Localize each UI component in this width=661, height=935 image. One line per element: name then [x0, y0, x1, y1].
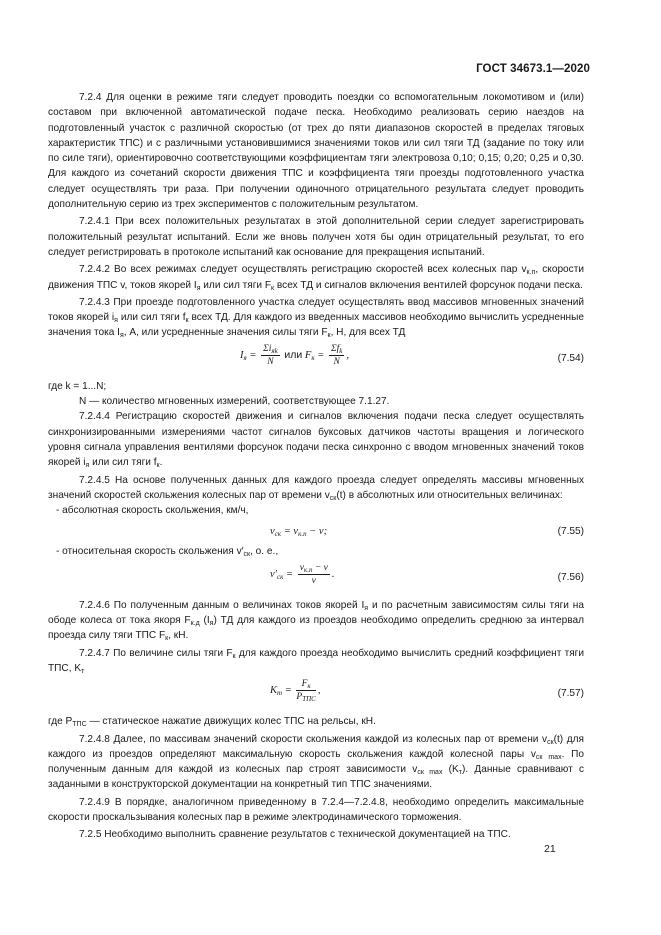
equation-7-54: $I_я$ = $\frac{\Sigma i_{яk}}{N}$ или $F_к$ = $\frac{\Sigma f_k}{N}$ , (7.54) [240, 343, 584, 367]
relative-slip-label: - относительная скорость скольжения $v'_{ск}$, о. е., [56, 546, 279, 559]
page-number: 21 [544, 843, 556, 855]
where-n: N — количество мгновенных измерений, соответствующее 7.1.27. [79, 396, 390, 408]
paragraph-7-2-4-8: 7.2.4.8 Далее, по массивам значений скорости скольжения каждой из колесных пар от времени $v_{ск}(t)$ для каждого из проездов определяют максимальную скорость скольжения каждой колесной пары $v_{ск max}$. По полученным данным для каждой из колесных пар строят зависимости $v_{ск max}$ $(K_т)$. Данные сравнивают с заданными в конструкторской документации на конкретный тип ТПС значениями. [48, 733, 585, 791]
paragraph-7-2-4-1: 7.2.4.1 При всех положительных результатах в этой дополнительной серии следует зарегистрировать положительный результат испытаний. Если же вновь получен хотя бы один отрицательный результат, то его следует регистрировать в протоколе испытаний как основание для прекращения испытаний. [48, 216, 584, 258]
equation-number: (7.56) [557, 571, 584, 583]
equation-7-56: $v'_{ск}$ = $\frac{v_{к.п} - v}{v}$ . (7.56) [270, 562, 584, 586]
standard-header: ГОСТ 34673.1—2020 [476, 63, 590, 75]
paragraph-7-2-4-3: 7.2.4.3 При проезде подготовленного участка следует осуществлять ввод массивов мгновенных значений токов якорей $i_я$ или сил тяги $f_к$ всех ТД. Для каждого из введенных массивов необходимо вычислить усредненные значения тока $I_я$, А, или усредненные значения силы тяги $F_к$, Н, для всех ТД [48, 296, 584, 340]
paragraph-7-2-4: 7.2.4 Для оценки в режиме тяги следует проводить поездки со вспомогательным локомотивом и (или) составом при включенной автоматической подаче песка. Необходимо реализовать серию наездов на подготовленный участок с различной скоростью (от трех до пяти диапазонов скоростей в пределах тяговых характеристик ТПС) и с различными установившимися значениями токов или сил тяги ТД (задание по току или по силе тяги), ориентировочно соответствующими коэффициентам тяги электровоза 0,10; 0,15; 0,20; 0,25 и 0,30. Для каждого из сочетаний скорости движения ТПС и коэффициента тяги проезды подготовленного участка следует осуществлять три раза. При получении одиночного отрицательного результата следует проводить дополнительную серию из трех экспериментов с положительным результатом. [48, 92, 584, 211]
paragraph-7-2-4-7: 7.2.4.7 По величине силы тяги $F_к$ для каждого проезда необходимо вычислить средний коэффициент тяги ТПС, $K_т$ [48, 647, 584, 675]
equation-number: (7.55) [557, 526, 584, 538]
paragraph-7-2-4-4: 7.2.4.4 Регистрацию скоростей движения и сигналов включения подачи песка следует осуществлять синхронизированными измерениями частот сигналов буксовых датчиков частоты вращения и логического уровня сигнала управления вентилями форсунок подачи песка синхронно с вводом мгновенных значений токов якорей $i_я$ или сил тяги $f_к$. [48, 411, 584, 470]
equation-7-57: $K_т$ = $\frac{F_к}{P_{ТПС}}$ , (7.57) [270, 679, 584, 704]
document-body [48, 90, 584, 843]
absolute-slip-label: - абсолютная скорость скольжения, км/ч, [56, 505, 249, 517]
paragraph-7-2-4-5: 7.2.4.5 На основе полученных данных для каждого проезда следует определять массивы мгновенных значений скоростей скольжения колесных пар от времени $v_{ск}(t)$ в абсолютных или относительных величинах: [48, 474, 584, 502]
paragraph-7-2-4-6: 7.2.4.6 По полученным данным о величинах токов якорей $I_я$ и по расчетным зависимостям силы тяги на ободе колеса от тока якоря $F_{к.д}$ $(I_я)$ ТД для каждого из проездов необходимо определить среднюю за интервал проезда силу тяги ТПС $F_к$, кН. [48, 599, 584, 643]
where-k: где k = 1...N; [48, 380, 107, 392]
where-p-tps: где $P_{ТПС}$ — статическое нажатие движущих колес ТПС на рельсы, кН. [48, 716, 376, 729]
paragraph-7-2-4-9: 7.2.4.9 В порядке, аналогичном приведенному в 7.2.4—7.2.4.8, необходимо определить максимальные скорости проскальзывания колесных пар в режиме электродинамического торможения. [48, 796, 584, 823]
equation-number: (7.54) [557, 352, 584, 364]
equation-number: (7.57) [557, 688, 584, 700]
paragraph-7-2-4-2: 7.2.4.2 Во всех режимах следует осуществлять регистрацию скоростей всех колесных пар $v_{к.п}$, скорости движения ТПС v, токов якорей $I_я$ или сил тяги $F_к$ всех ТД и сигналов включения вентилей форсунок подачи песка. [48, 264, 584, 292]
equation-7-55: $v_{ск} = v_{к.п} - v$; (7.55) [270, 526, 584, 539]
paragraph-7-2-5: 7.2.5 Необходимо выполнить сравнение результатов с технической документацией на ТПС. [79, 829, 511, 841]
